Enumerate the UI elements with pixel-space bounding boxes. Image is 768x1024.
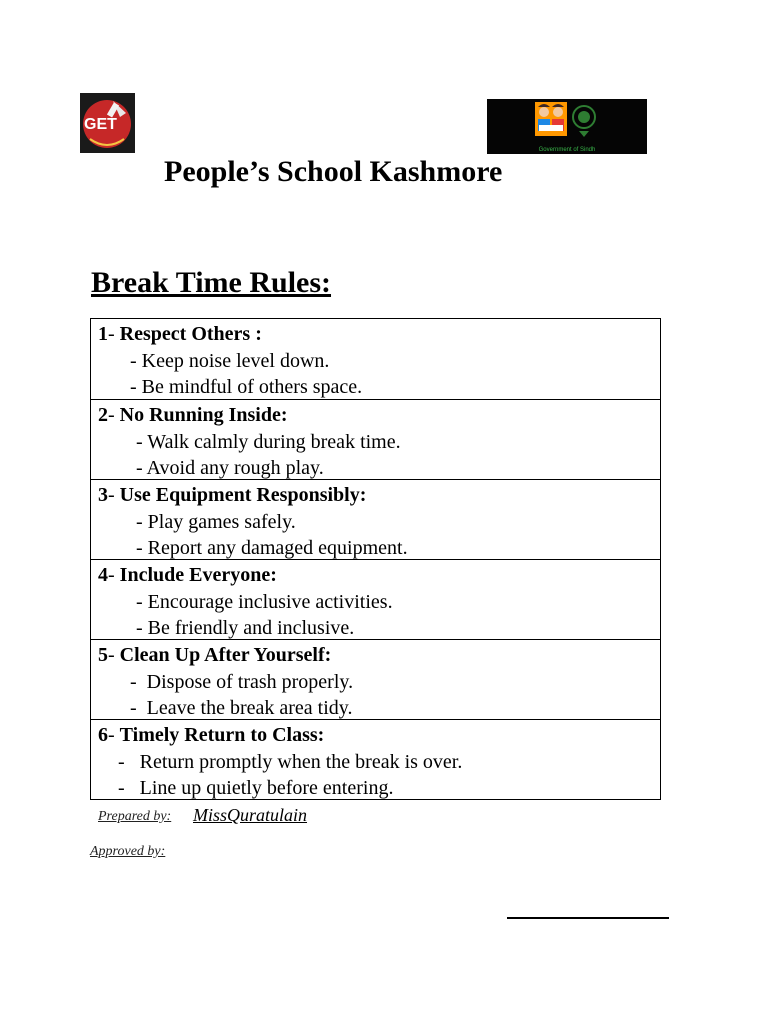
rule-block-6 bbox=[91, 719, 660, 799]
rule-bullet: - Leave the break area tidy. bbox=[130, 697, 353, 719]
signature-line bbox=[507, 917, 669, 919]
rule-heading: 4- Include Everyone: bbox=[98, 564, 277, 586]
rule-title: Timely Return to Class: bbox=[119, 724, 325, 746]
rule-title: Include Everyone: bbox=[119, 564, 277, 586]
rule-number: 3 bbox=[98, 484, 108, 506]
rule-block-1 bbox=[91, 319, 660, 399]
svg-text:GET: GET bbox=[84, 116, 117, 133]
rules-table bbox=[90, 318, 661, 800]
sindh-education-logo-icon bbox=[487, 99, 647, 154]
prepared-by-name: MissQuratulain bbox=[193, 805, 308, 825]
logo-caption: Government of Sindh bbox=[538, 147, 596, 153]
rule-title: Clean Up After Yourself: bbox=[119, 644, 332, 666]
rule-block-5 bbox=[91, 639, 660, 719]
rule-block-2 bbox=[91, 399, 660, 479]
rule-bullet: - Line up quietly before entering. bbox=[118, 777, 394, 799]
rule-number: 4 bbox=[98, 564, 108, 586]
rule-title: Respect Others : bbox=[119, 323, 262, 345]
rule-bullet: - Play games safely. bbox=[136, 510, 296, 533]
rule-block-3 bbox=[91, 479, 660, 559]
approved-by-label: Approved by: bbox=[90, 844, 166, 859]
rule-heading: 2- No Running Inside: bbox=[98, 404, 288, 426]
rule-title: Use Equipment Responsibly: bbox=[119, 484, 367, 506]
rule-bullet: - Report any damaged equipment. bbox=[136, 537, 408, 559]
rule-bullet: - Walk calmly during break time. bbox=[136, 430, 401, 453]
rule-bullet: - Keep noise level down. bbox=[130, 349, 330, 372]
rule-heading: 3- Use Equipment Responsibly: bbox=[98, 484, 367, 506]
rule-heading: 6- Timely Return to Class: bbox=[98, 724, 325, 746]
rule-block-4 bbox=[91, 559, 660, 639]
rule-bullet: - Encourage inclusive activities. bbox=[136, 590, 393, 613]
rule-heading: 5- Clean Up After Yourself: bbox=[98, 644, 332, 666]
rule-number: 2 bbox=[98, 404, 108, 426]
prepared-by-label: Prepared by: bbox=[98, 809, 172, 824]
rule-title: No Running Inside: bbox=[119, 404, 288, 426]
get-emblem-icon bbox=[80, 93, 135, 153]
rule-number: 6 bbox=[98, 724, 108, 746]
section-heading: Break Time Rules: bbox=[91, 266, 332, 299]
rule-bullet: - Be friendly and inclusive. bbox=[136, 617, 355, 639]
school-title: People’s School Kashmore bbox=[164, 155, 503, 188]
rule-heading: 1- Respect Others : bbox=[98, 323, 262, 345]
rule-number: 1 bbox=[98, 323, 108, 345]
rule-bullet: - Be mindful of others space. bbox=[130, 376, 363, 398]
rule-bullet: - Avoid any rough play. bbox=[136, 457, 324, 479]
rule-bullet: - Dispose of trash properly. bbox=[130, 670, 354, 693]
rule-bullet: - Return promptly when the break is over. bbox=[118, 750, 463, 773]
rule-number: 5 bbox=[98, 644, 108, 666]
